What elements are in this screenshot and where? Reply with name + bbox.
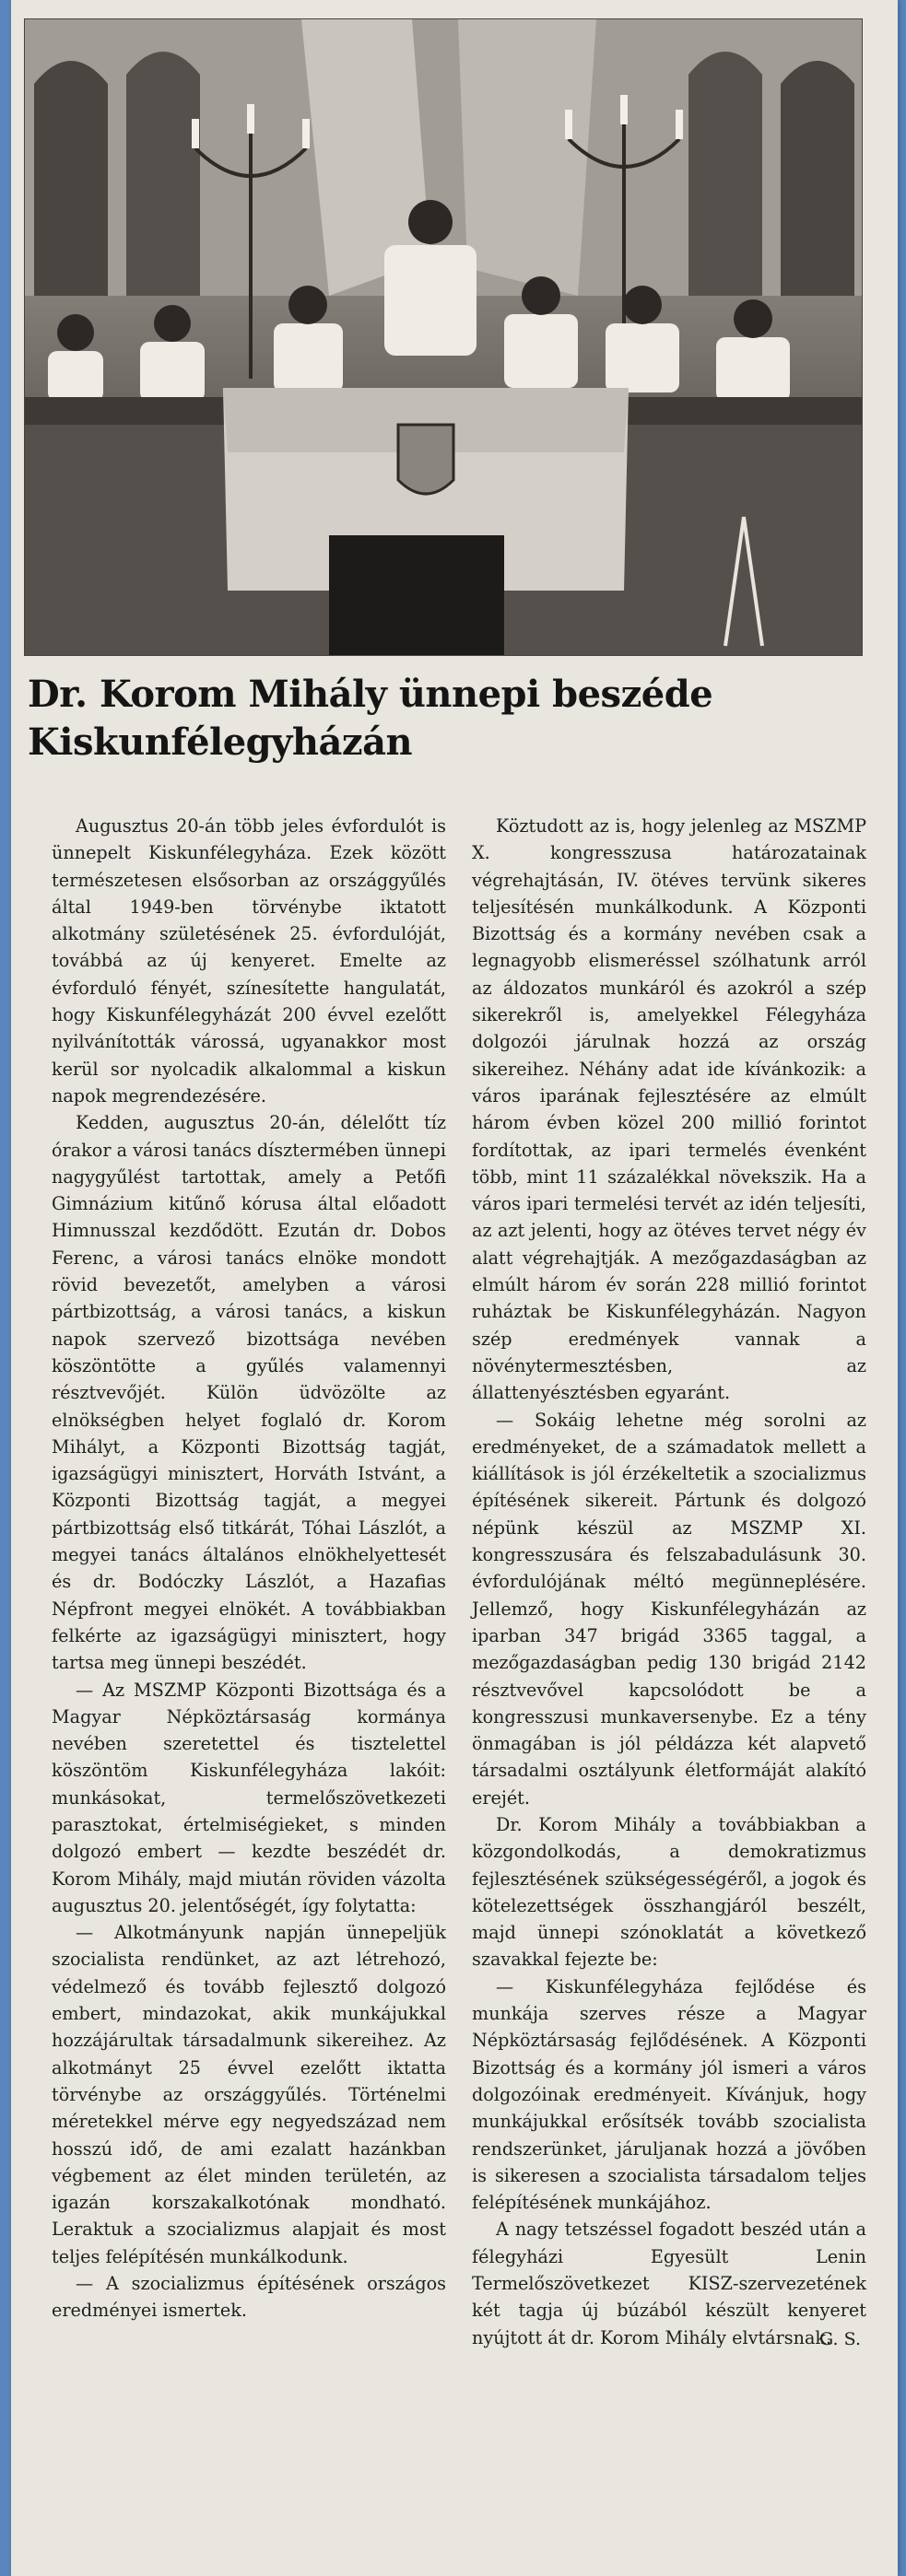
paragraph: Augusztus 20-án több jeles évfordulót is ünnepelt Kiskunfélegyháza. Ezek között természetesen elsősorban az országgyűlés által 1949-ben törvénybe iktatott alkotmány születésének 25. évfordulóját, továbbá az új kenyeret. Emelte az évforduló fényét, színesítette hangulatát, hogy Kiskunfélegyházát 200 évvel ezelőtt nyilvánították várossá, ugyanakkor most kerül sor nyolcadik alkalommal a kiskun napok megrendezésére. — [52, 815, 446, 1107]
paragraph: — Alkotmányunk napján ünnepeljük szocialista rendünket, az azt létrehozó, védelmező és tovább fejlesztő dolgozó embert, mindazokat, akik munkájukkal hozzájárultak társadalmunk sikereihez. Az alkotmányt 25 évvel ezelőtt iktatta törvénybe az országgyűlés. Történelmi méretekkel mérve egy negyedszázad nem hosszú idő, de ami ezalatt hazánkban végbement az élet minden területén, az igazán korszakalkotónak mondható. Leraktuk a szocializmus alapjait és most teljes felépítésén munkálkodunk. — [52, 1922, 446, 2267]
newspaper-clipping — [11, 0, 898, 2576]
article-column-left — [52, 813, 446, 2324]
article-column-right — [472, 813, 866, 2351]
paragraph: A nagy tetszéssel fogadott beszéd után a félegyházi Egyesült Lenin Termelőszövetkezet KISZ-szervezetének két tagja új búzából készült kenyeret nyújtott át dr. Korom Mihály elvtársnak. — [472, 2219, 866, 2348]
paragraph: — Az MSZMP Központi Bizottsága és a Magyar Népköztársaság kormánya nevében szeretettel és tisztelettel köszöntöm Kiskunfélegyháza lakóit: munkásokat, termelőszövetkezeti parasztokat, értelmiségieket, s minden dolgozó embert — kezdte beszédét dr. Korom Mihály, majd miután röviden vázolta augusztus 20. jelentőségét, így folytatta: — [52, 1679, 446, 1916]
paragraph: — Kiskunfélegyháza fejlődése és munkája szerves része a Magyar Népköztársaság fejlődésének. A Központi Bizottság és a kormány jól ismeri a város dolgozóinak eredményeit. Kívánjuk, hogy munkájukkal erősítsék tovább szocialista rendszerünket, járuljanak hozzá a jövőben is sikeresen a szocialista társadalom teljes felépítésének munkájához. — [472, 1975, 866, 2214]
paragraph: Dr. Korom Mihály a továbbiakban a közgondolkodás, a demokratizmus fejlesztésének szükségességéről, a jogok és kötelezettségek összhangjáról beszélt, majd ünnepi szónoklatát a következő szavakkal fejezte be: — [472, 1813, 866, 1971]
paragraph: Köztudott az is, hogy jelenleg az MSZMP X. kongresszusa határozatainak végrehajtásán, IV. ötéves tervünk sikeres teljesítésén munkálkodunk. A Központi Bizottság és a kormány nevében csak a legnagyobb elismeréssel szólhatunk arról az áldozatos munkáról és azokról a szép sikerekről is, amelyekkel Félegyháza dolgozói járulnak hozzá az ország sikereihez. Néhány adat ide kívánkozik: a város iparának fejlesztésére az elmúlt három évben közel 200 millió forintot fordítottak, az ipari termelés évenként több, mint 11 százalékkal növekszik. Ha a város ipari termelési tervét az idén teljesíti, az azt jelenti, hogy az ötéves tervet négy év alatt végrehajtják. A mezőgazdaságban az elmúlt három év során 228 millió forintot ruháztak be Kiskunfélegyházán. Nagyon szép eredmények vannak a növénytermesztésben, az állattenyésztésben egyaránt. — [472, 815, 866, 1404]
article-headline: Dr. Korom Mihály ünnepi beszéde Kiskunfélegyházán — [28, 673, 713, 764]
author-signature: G. S. — [819, 2328, 861, 2349]
paragraph: — A szocializmus építésének országos eredményei ismertek. — [52, 2273, 446, 2322]
paragraph: Kedden, augusztus 20-án, délelőtt tíz órakor a városi tanács dísztermében ünnepi nagygyűlést tartottak, amely a Petőfi Gimnázium kitűnő kórusa által előadott Himnusszal kezdődött. Ezután dr. Dobos Ferenc, a városi tanács elnöke mondott rövid bevezetőt, amelyben a városi pártbizottság, a városi tanács, a kiskun napok szervező bizottsága nevében köszöntötte a gyűlés valamennyi résztvevőjét. Külön üdvözölte az elnökségben helyet foglaló dr. Korom Mihályt, a Központi Bizottság tagját, igazságügyi minisztert, Horváth Istvánt, a Központi Bizottság tagját, a megyei pártbizottság első titkárát, Tóhai Lászlót, a megyei tanács általános elnökhelyettesét és dr. Bodóczky Lászlót, a Hazafias Népfront megyei elnökét. A továbbiakban felkérte az igazságügyi minisztert, hogy tartsa meg ünnepi beszédét. — [52, 1112, 446, 1674]
ceremony-photo-drawing — [25, 19, 862, 655]
paragraph: — Sokáig lehetne még sorolni az eredményeket, de a számadatok mellett a kiállítások is jól érzékeltetik a szocializmus építésének sikereit. Pártunk és dolgozó népünk készül az MSZMP XI. kongresszusára és felszabadulásunk 30. évfordulójának méltó megünneplésére. Jellemző, hogy Kiskunfélegyházán az iparban 347 brigád 3365 taggal, a mezőgazdaságban pedig 130 brigád 2142 résztvevővel kapcsolódott be a kongresszusi munkaversenybe. Ez a tény önmagában is jól példázza két alapvető társadalmi osztályunk életformáját alakító erejét. — [472, 1409, 866, 1809]
ceremony-photo — [24, 18, 863, 656]
